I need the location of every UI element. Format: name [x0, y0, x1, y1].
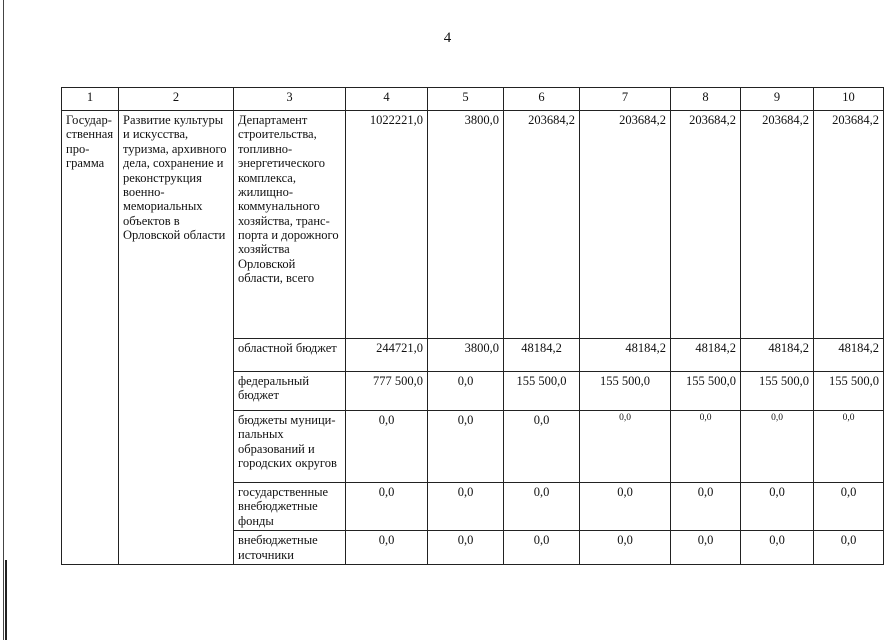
- value-cell: 155 500,0: [671, 372, 741, 411]
- left-margin-mark: [5, 560, 7, 640]
- value-cell: 48184,2: [741, 339, 814, 372]
- value-cell: 203684,2: [814, 111, 884, 339]
- value-cell: 0,0: [814, 531, 884, 565]
- source-cell: [234, 372, 346, 411]
- value-cell: 48184,2: [504, 339, 580, 372]
- program-name-cell: [119, 111, 234, 565]
- header-col-5: 5: [428, 88, 504, 111]
- header-col-3: 3: [234, 88, 346, 111]
- header-row: [62, 88, 884, 111]
- value-cell: 0,0: [504, 531, 580, 565]
- value-cell: 3800,0: [428, 339, 504, 372]
- value-cell: 203684,2: [741, 111, 814, 339]
- header-col-7: 7: [580, 88, 671, 111]
- value-cell: 0,0: [504, 411, 580, 483]
- source-cell: [234, 411, 346, 483]
- value-cell: 0,0: [428, 483, 504, 531]
- value-cell: 48184,2: [580, 339, 671, 372]
- source-cell: [234, 483, 346, 531]
- source-cell: [234, 111, 346, 339]
- program-type-text: Государ- ственная про- грамма: [66, 113, 114, 171]
- source-cell: [234, 339, 346, 372]
- value-cell: 0,0: [428, 372, 504, 411]
- value-cell: 203684,2: [504, 111, 580, 339]
- source-text: Департамент строительства, топливно- энергетического комплекса, жилищно- коммунального хозяйства, транс- порта и дорожного хозяйства Орловской области, всего: [238, 113, 339, 286]
- source-text: государственные внебюджетные фонды: [238, 485, 329, 528]
- value-cell: 0,0: [428, 531, 504, 565]
- page-number: 4: [443, 30, 452, 46]
- value-cell: 0,0: [504, 483, 580, 531]
- value-cell: 155 500,0: [504, 372, 580, 411]
- header-col-10: 10: [814, 88, 884, 111]
- left-margin-line: [3, 0, 4, 640]
- value-cell: 0,0: [671, 483, 741, 531]
- value-cell: 1022221,0: [346, 111, 428, 339]
- value-cell: 155 500,0: [741, 372, 814, 411]
- header-col-4: 4: [346, 88, 428, 111]
- value-cell: 0,0: [741, 411, 814, 483]
- value-cell: 0,0: [671, 411, 741, 483]
- program-type-cell: [62, 111, 119, 565]
- value-cell: 3800,0: [428, 111, 504, 339]
- source-cell: [234, 531, 346, 565]
- header-col-9: 9: [741, 88, 814, 111]
- source-text: областной бюджет: [238, 341, 337, 355]
- value-cell: 0,0: [346, 411, 428, 483]
- value-cell: 0,0: [580, 411, 671, 483]
- value-cell: 777 500,0: [346, 372, 428, 411]
- header-col-1: 1: [62, 88, 119, 111]
- header-col-8: 8: [671, 88, 741, 111]
- value-cell: 0,0: [741, 483, 814, 531]
- value-cell: 0,0: [580, 483, 671, 531]
- value-cell: 0,0: [741, 531, 814, 565]
- value-cell: 48184,2: [671, 339, 741, 372]
- value-cell: 48184,2: [814, 339, 884, 372]
- source-text: федеральный бюджет: [238, 374, 310, 403]
- value-cell: 0,0: [346, 483, 428, 531]
- value-cell: 244721,0: [346, 339, 428, 372]
- table-row: [62, 111, 884, 339]
- value-cell: 203684,2: [671, 111, 741, 339]
- budget-table: [61, 87, 884, 565]
- value-cell: 0,0: [580, 531, 671, 565]
- value-cell: 0,0: [428, 411, 504, 483]
- value-cell: 0,0: [346, 531, 428, 565]
- header-col-2: 2: [119, 88, 234, 111]
- source-text: бюджеты муници- пальных образований и городских округов: [238, 413, 337, 471]
- value-cell: 0,0: [671, 531, 741, 565]
- program-name-text: Развитие культуры и искусства, туризма, архивного дела, сохранение и реконструкция военно- мемориальных объектов в Орловской области: [123, 113, 227, 242]
- header-col-6: 6: [504, 88, 580, 111]
- value-cell: 203684,2: [580, 111, 671, 339]
- value-cell: 155 500,0: [580, 372, 671, 411]
- value-cell: 0,0: [814, 411, 884, 483]
- value-cell: 155 500,0: [814, 372, 884, 411]
- value-cell: 0,0: [814, 483, 884, 531]
- source-text: внебюджетные источники: [238, 533, 318, 562]
